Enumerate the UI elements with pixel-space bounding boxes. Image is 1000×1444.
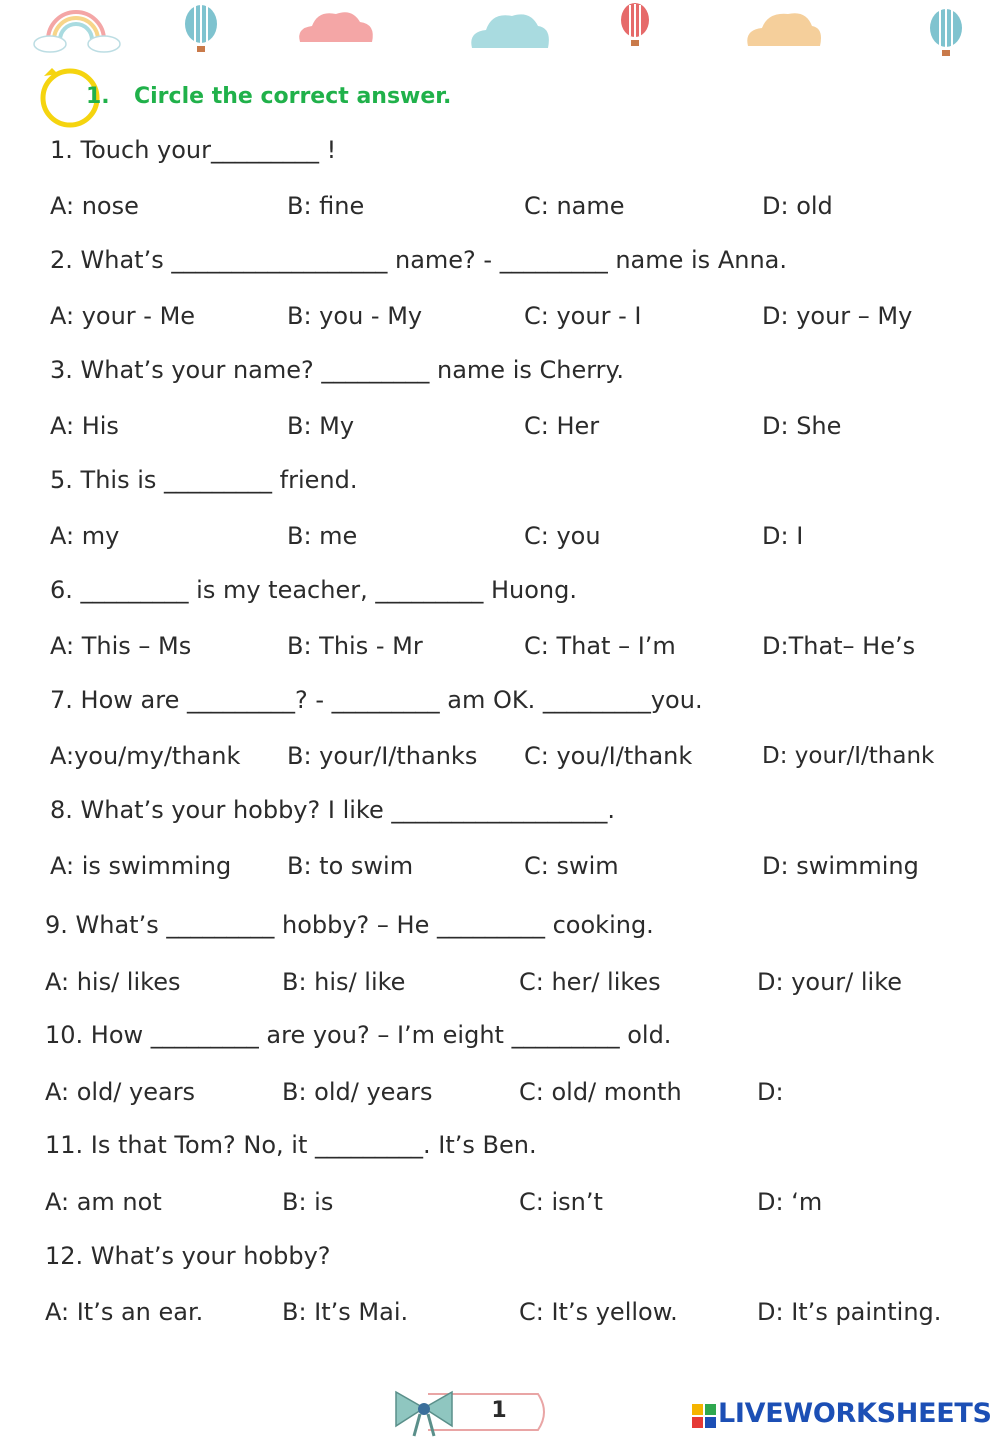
question-12: 12. What’s your hobby? [45, 1242, 331, 1270]
question-7: 7. How are _________? - _________ am OK. _________you. [50, 686, 703, 714]
option-a[interactable]: A: my [50, 522, 120, 550]
option-c[interactable]: C: you/I/thank [524, 742, 693, 770]
option-d[interactable]: D: She [762, 412, 842, 440]
rainbow-icon [34, 12, 120, 52]
option-a[interactable]: A: his/ likes [45, 968, 181, 996]
question-11: 11. Is that Tom? No, it _________. It’s Ben. [45, 1131, 537, 1159]
option-c[interactable]: C: old/ month [519, 1078, 682, 1106]
cloud-icon [747, 13, 821, 46]
question-6: 6. _________ is my teacher, _________ Huong. [50, 576, 577, 604]
option-d[interactable]: D: your/ like [757, 968, 903, 996]
balloon-icon [185, 5, 217, 52]
option-d[interactable]: D: [757, 1078, 784, 1106]
header-decorations [0, 0, 1000, 70]
section-heading [30, 64, 630, 128]
option-b[interactable]: B: fine [287, 192, 365, 220]
option-a[interactable]: A: This – Ms [50, 632, 192, 660]
option-c[interactable]: C: you [524, 522, 601, 550]
option-b[interactable]: B: old/ years [282, 1078, 433, 1106]
option-d[interactable]: D:That– He’s [762, 632, 916, 660]
option-a[interactable]: A: It’s an ear. [45, 1298, 204, 1326]
option-c[interactable]: C: swim [524, 852, 619, 880]
option-c[interactable]: C: That – I’m [524, 632, 676, 660]
question-3: 3. What’s your name? _________ name is Cherry. [50, 356, 624, 384]
page-number: 1 [491, 1398, 507, 1423]
option-b[interactable]: B: is [282, 1188, 334, 1216]
option-c[interactable]: C: her/ likes [519, 968, 661, 996]
option-b[interactable]: B: me [287, 522, 358, 550]
option-b[interactable]: B: My [287, 412, 355, 440]
option-d[interactable]: D: your – My [762, 302, 913, 330]
option-c[interactable]: C: It’s yellow. [519, 1298, 678, 1326]
option-b[interactable]: B: his/ like [282, 968, 406, 996]
question-9: 9. What’s _________ hobby? – He _________ cooking. [45, 911, 654, 939]
bow-icon [388, 1386, 553, 1438]
question-1: 1. Touch your_________ ! [50, 136, 337, 164]
option-a[interactable]: A: am not [45, 1188, 162, 1216]
option-a[interactable]: A: old/ years [45, 1078, 196, 1106]
section-title: Circle the correct answer. [134, 84, 452, 109]
option-a[interactable]: A: is swimming [50, 852, 232, 880]
option-c[interactable]: C: Her [524, 412, 600, 440]
option-b[interactable]: B: This - Mr [287, 632, 423, 660]
option-a[interactable]: A: His [50, 412, 119, 440]
option-c[interactable]: C: isn’t [519, 1188, 603, 1216]
option-a[interactable]: A: nose [50, 192, 139, 220]
brand-logo[interactable]: LIVEWORKSHEETS [718, 1398, 992, 1429]
option-c[interactable]: C: name [524, 192, 625, 220]
option-a[interactable]: A: your - Me [50, 302, 196, 330]
option-b[interactable]: B: to swim [287, 852, 414, 880]
option-d[interactable]: D: It’s painting. [757, 1298, 942, 1326]
cloud-icon [471, 14, 549, 48]
option-b[interactable]: B: It’s Mai. [282, 1298, 409, 1326]
balloon-icon [930, 9, 962, 56]
option-d[interactable]: D: ‘m [757, 1188, 823, 1216]
option-a[interactable]: A:you/my/thank [50, 742, 241, 770]
option-d[interactable]: D: swimming [762, 852, 919, 880]
balloon-icon [621, 3, 649, 46]
option-d[interactable]: D: I [762, 522, 804, 550]
option-b[interactable]: B: your/I/thanks [287, 742, 478, 770]
cloud-icon [299, 12, 373, 42]
option-d[interactable]: D: your/I/thank [762, 743, 935, 769]
question-5: 5. This is _________ friend. [50, 466, 358, 494]
question-8: 8. What’s your hobby? I like __________________. [50, 796, 615, 824]
question-2: 2. What’s __________________ name? - _________ name is Anna. [50, 246, 787, 274]
section-number: 1. [86, 84, 110, 109]
option-c[interactable]: C: your - I [524, 302, 642, 330]
option-d[interactable]: D: old [762, 192, 833, 220]
question-10: 10. How _________ are you? – I’m eight _________ old. [45, 1021, 672, 1049]
option-b[interactable]: B: you - My [287, 302, 423, 330]
liveworksheets-logo-icon [692, 1404, 716, 1428]
